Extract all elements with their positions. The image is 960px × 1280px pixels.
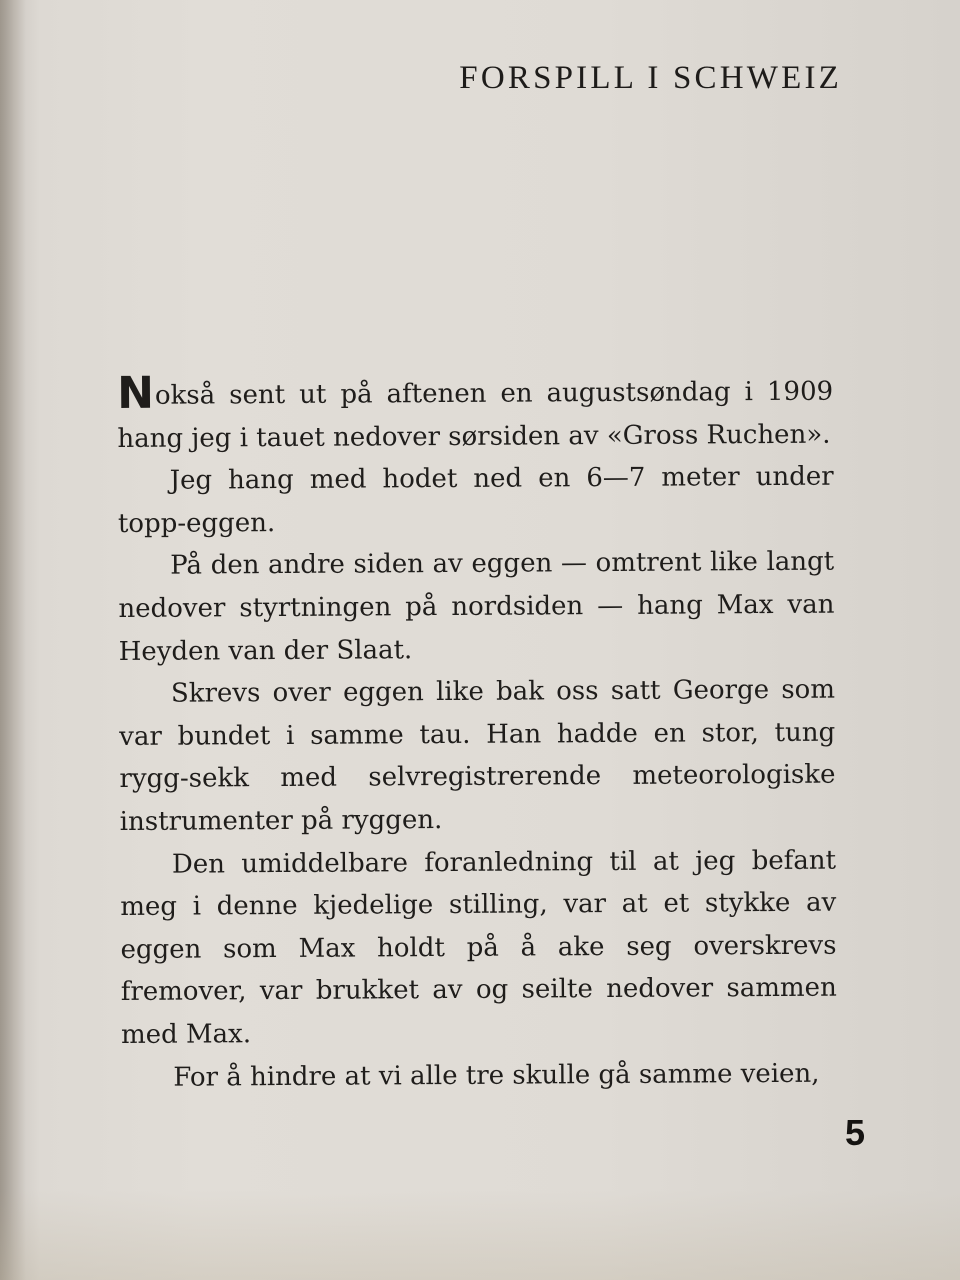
paragraph-6: For å hindre at vi alle tre skulle gå samme veien, xyxy=(173,1058,820,1093)
drop-cap: N xyxy=(116,367,155,419)
spine-shadow xyxy=(0,0,26,1280)
paragraph-1 xyxy=(117,368,834,461)
paragraph-5: Den umiddelbare foranledning til at jeg befant meg i denne kjedelige stilling, var at et stykke av eggen som Max holdt på å ake seg overskrevs fremover, var brukket av og seilte nedover sammen med Max. xyxy=(120,845,837,1050)
paragraph-3: På den andre siden av eggen — omtrent like langt nedover styrtningen på nordsiden — hang Max van Heyden van der Slaat. xyxy=(118,546,835,667)
body-text xyxy=(117,368,837,1099)
page-edge-shading xyxy=(0,1190,960,1280)
paragraph-2: Jeg hang med hodet ned en 6—7 meter under topp-eggen. xyxy=(117,461,834,539)
paragraph-4: Skrevs over eggen like bak oss satt George som var bundet i samme tau. Han hadde en stor, tung rygg-sekk med selvregistrerende meteorologiske instrumenter på ryggen. xyxy=(119,674,836,837)
page-number: 5 xyxy=(844,1112,865,1153)
running-head: FORSPILL I SCHWEIZ xyxy=(459,60,842,96)
paragraph-1-text: okså sent ut på aftenen en augustsøndag i 1909 hang jeg i tauet nedover sørsiden av «Gross Ruchen». xyxy=(117,376,834,454)
